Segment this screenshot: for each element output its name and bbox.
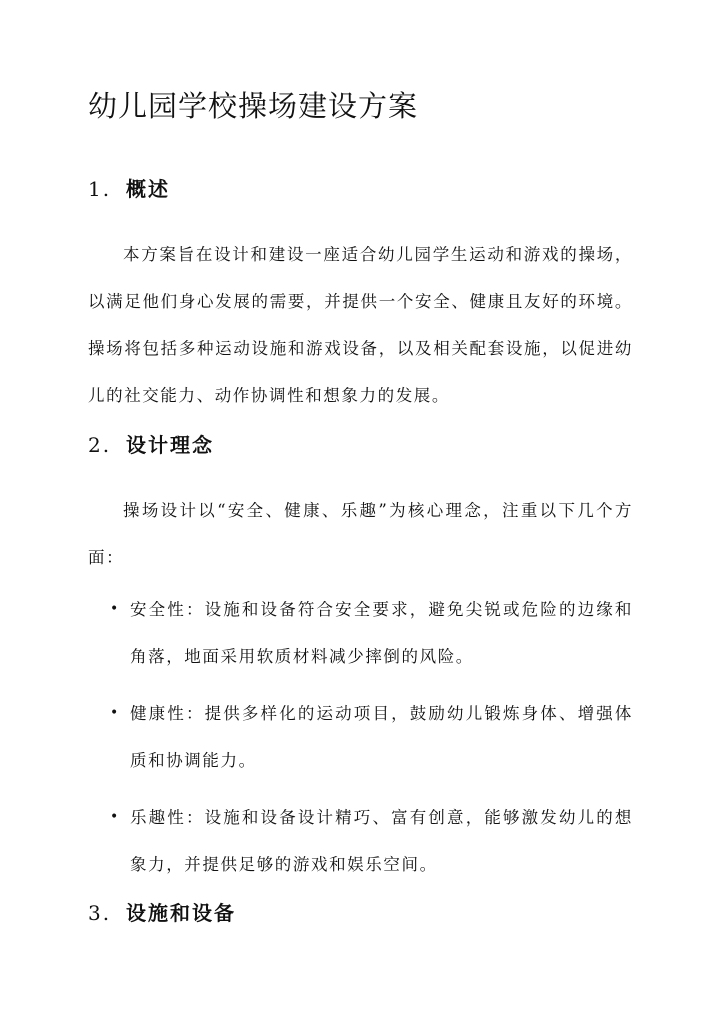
list-item-text: 安全性：设施和设备符合安全要求，避免尖锐或危险的边缘和角落，地面采用软质材料减少摔倒的风险。 — [130, 600, 633, 666]
overview-paragraph: 本方案旨在设计和建设一座适合幼儿园学生运动和游戏的操场，以满足他们身心发展的需要，并提供一个安全、健康且友好的环境。操场将包括多种运动设施和游戏设备，以及相关配套设施，以促进幼儿的社交能力、动作协调性和想象力的发展。 — [88, 245, 633, 405]
list-item — [88, 586, 633, 680]
section-number: 3. — [88, 901, 112, 925]
document-title: 幼儿园学校操场建设方案 — [88, 89, 419, 123]
bullet-dot: • — [110, 809, 120, 825]
section-heading-overview — [88, 174, 170, 204]
list-item — [88, 794, 633, 888]
section-title: 概述 — [126, 177, 170, 201]
section-heading-facilities — [88, 898, 236, 928]
section-number: 2. — [88, 433, 112, 457]
design-concept-paragraph: 操场设计以“安全、健康、乐趣”为核心理念，注重以下几个方面： — [88, 501, 633, 567]
section-heading-design-concept — [88, 430, 214, 460]
bullet-dot: • — [110, 601, 120, 617]
section-number: 1. — [88, 177, 112, 201]
section-title: 设计理念 — [126, 433, 214, 457]
list-item — [88, 690, 633, 784]
list-item-text: 健康性：提供多样化的运动项目，鼓励幼儿锻炼身体、增强体质和协调能力。 — [130, 704, 633, 770]
section-title: 设施和设备 — [126, 901, 236, 925]
design-principles-list — [88, 586, 633, 898]
list-item-text: 乐趣性：设施和设备设计精巧、富有创意，能够激发幼儿的想象力，并提供足够的游戏和娱乐空间。 — [130, 808, 633, 874]
bullet-dot: • — [110, 705, 120, 721]
